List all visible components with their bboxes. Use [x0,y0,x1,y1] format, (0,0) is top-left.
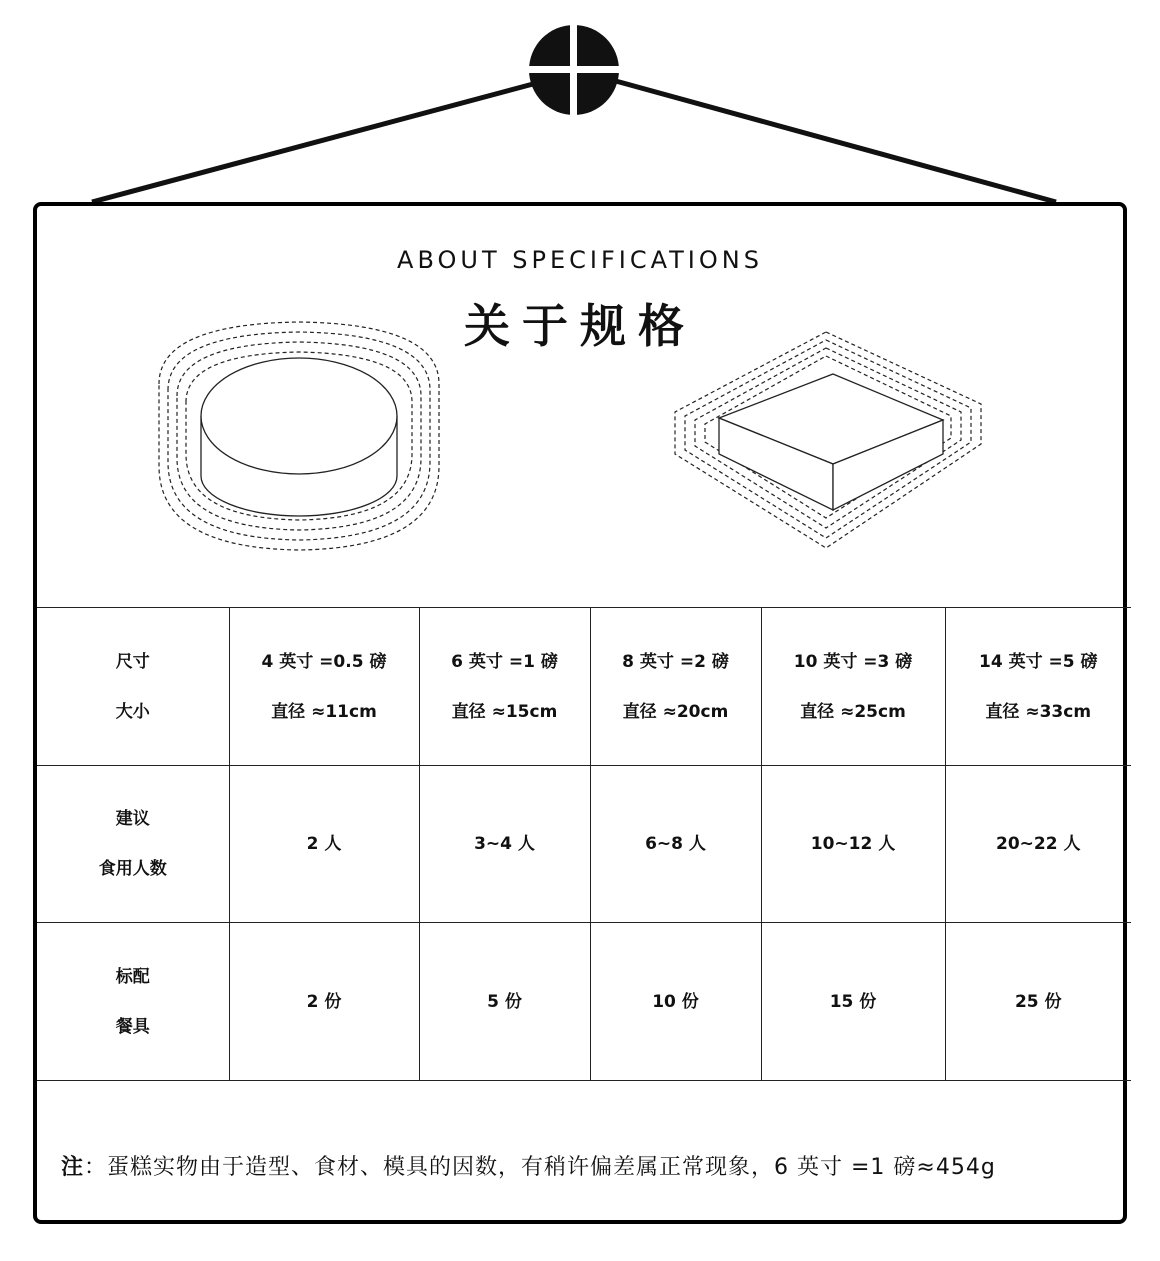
footnote-label: 注 [61,1155,85,1180]
footnote-text: ：蛋糕实物由于造型、食材、模具的因数，有稍许偏差属正常现象，6 英寸 =1 磅≈454g [84,1155,996,1180]
row-label [37,923,229,1081]
table-cell [590,766,761,923]
row-label-line: 大小 [115,701,150,722]
spec-card [33,202,1127,1224]
row-label-line: 食用人数 [98,859,167,879]
cell-line: 25 份 [1014,991,1062,1012]
table-cell [419,608,590,766]
cell-line: 6 英寸 =1 磅 [451,651,558,672]
cell-line: 8 英寸 =2 磅 [622,651,729,672]
cell-line: 10~12 人 [810,834,896,854]
title-english: ABOUT SPECIFICATIONS [397,246,763,274]
cell-line: 直径 ≈11cm [271,701,377,722]
table-cell [229,923,419,1081]
footnote [61,1150,1113,1181]
table-cell [945,766,1131,923]
cell-line: 直径 ≈25cm [800,701,906,722]
table-cell [419,923,590,1081]
cell-line: 2 人 [306,834,342,854]
hanger-knob-icon [526,22,622,118]
cell-line: 5 份 [487,991,522,1012]
table-cell [761,608,945,766]
table-cell [761,766,945,923]
row-label [37,608,229,766]
table-cell [419,766,590,923]
cell-line: 10 份 [652,991,699,1012]
table-cell [229,608,419,766]
cell-line: 4 英寸 =0.5 磅 [261,651,387,672]
square-cake-icon [671,326,991,556]
row-label-line: 尺寸 [115,651,150,672]
cell-line: 6~8 人 [645,834,706,854]
table-cell [590,923,761,1081]
cell-line: 直径 ≈20cm [622,701,729,722]
table-cell [229,766,419,923]
row-label [37,766,229,923]
spec-table [37,607,1131,1081]
cell-line: 20~22 人 [996,834,1081,854]
table-row [37,766,1131,923]
cell-line: 2 份 [306,991,342,1012]
table-cell [761,923,945,1081]
cell-line: 10 英寸 =3 磅 [793,651,913,672]
table-row [37,608,1131,766]
row-label-line: 餐具 [115,1016,150,1037]
cell-line: 3~4 人 [474,834,535,854]
table-row [37,923,1131,1081]
cell-line: 直径 ≈33cm [985,701,1092,722]
title-chinese: 关于规格 [464,299,696,353]
table-cell [945,923,1131,1081]
row-label-line: 建议 [115,809,150,829]
round-cake-icon [149,316,449,556]
table-cell [590,608,761,766]
cell-line: 14 英寸 =5 磅 [979,651,1098,672]
hanger [0,0,1160,215]
cell-line: 15 份 [829,991,877,1012]
row-label-line: 标配 [115,966,150,987]
table-cell [945,608,1131,766]
cell-line: 直径 ≈15cm [451,701,558,722]
